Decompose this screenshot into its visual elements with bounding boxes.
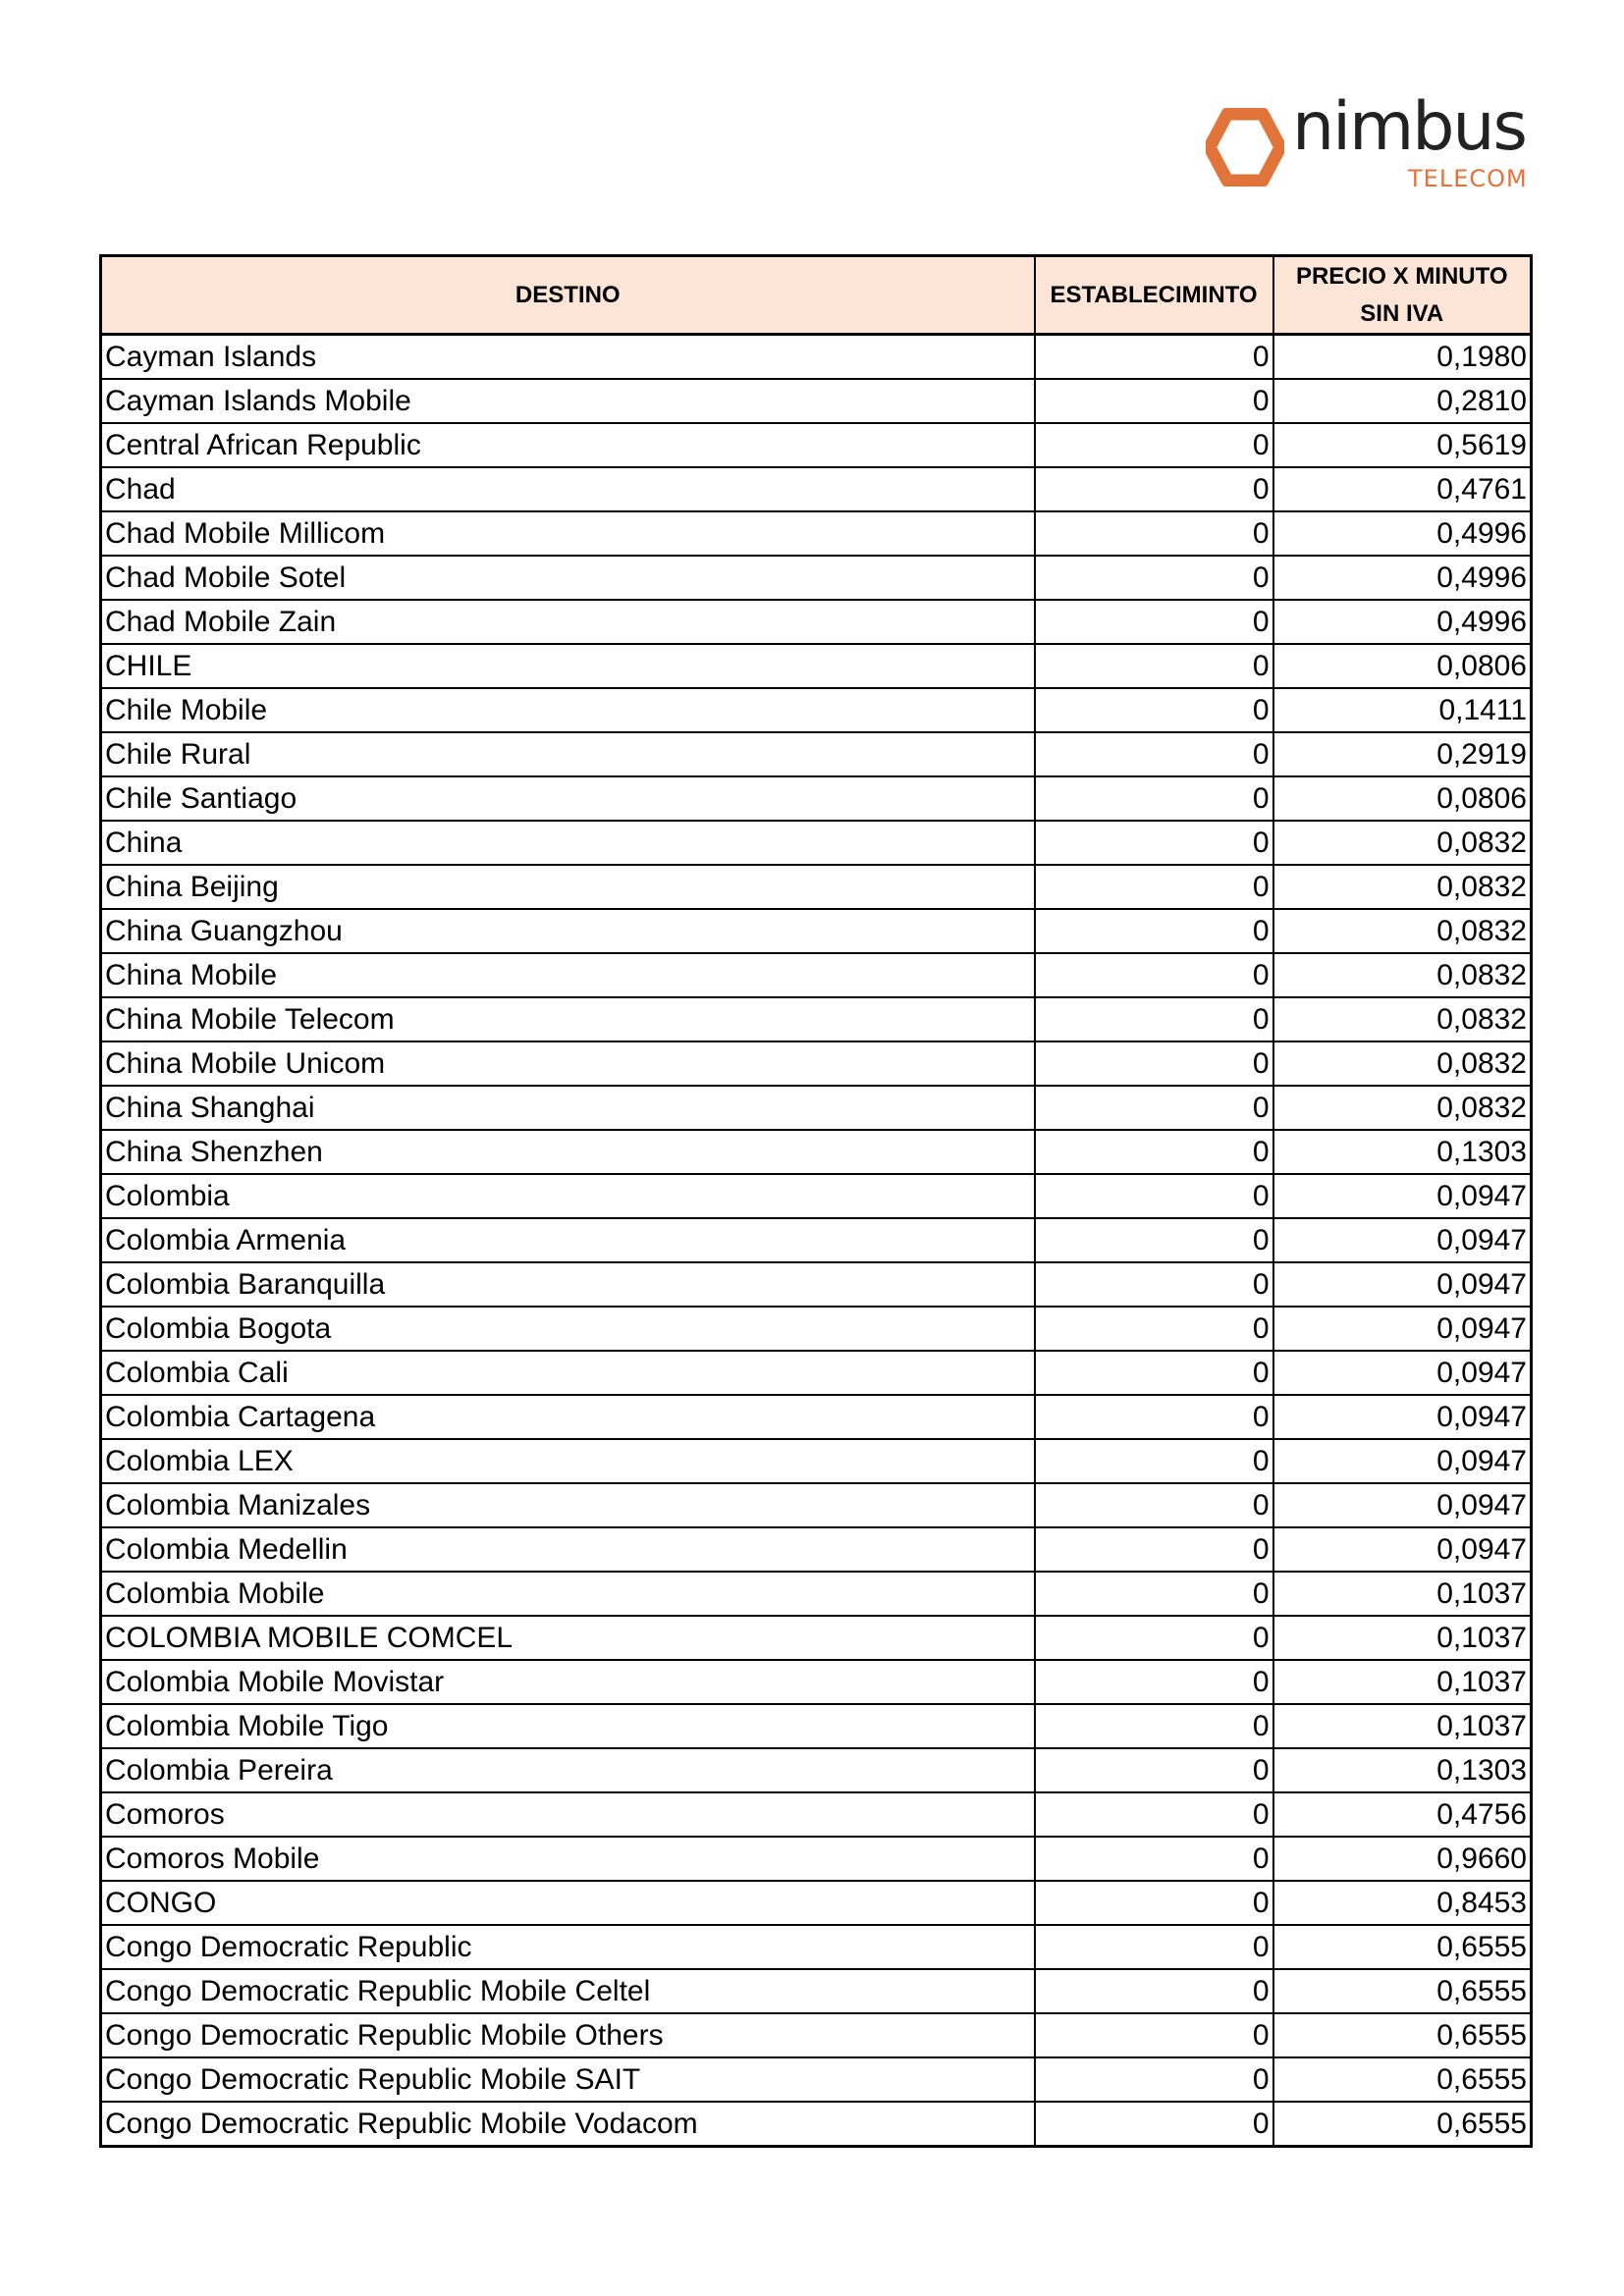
- establecimiento-cell: 0: [1035, 556, 1273, 600]
- destino-cell: China Mobile Telecom: [101, 997, 1035, 1041]
- nimbus-telecom-logo: [1206, 88, 1530, 198]
- precio-cell: 0,0947: [1273, 1218, 1532, 1262]
- rates-table: [99, 254, 1533, 2148]
- destino-cell: Chile Rural: [101, 732, 1035, 776]
- header-precio-line1: PRECIO X MINUTO: [1295, 262, 1508, 290]
- establecimiento-cell: 0: [1035, 1704, 1273, 1748]
- precio-cell: 0,0806: [1273, 776, 1532, 821]
- destino-cell: Colombia Cartagena: [101, 1395, 1035, 1439]
- establecimiento-cell: 0: [1035, 1218, 1273, 1262]
- precio-cell: 0,0832: [1273, 865, 1532, 909]
- logo-subtitle: TELECOM: [1408, 165, 1528, 192]
- table-row: [101, 511, 1532, 556]
- table-row: [101, 1351, 1532, 1395]
- precio-cell: 0,2810: [1273, 379, 1532, 423]
- establecimiento-cell: 0: [1035, 1925, 1273, 1969]
- table-row: [101, 1130, 1532, 1174]
- destino-cell: COLOMBIA MOBILE COMCEL: [101, 1616, 1035, 1660]
- precio-cell: 0,4756: [1273, 1792, 1532, 1837]
- destino-cell: Colombia Mobile: [101, 1572, 1035, 1616]
- establecimiento-cell: 0: [1035, 953, 1273, 997]
- establecimiento-cell: 0: [1035, 1572, 1273, 1616]
- establecimiento-cell: 0: [1035, 1262, 1273, 1307]
- precio-cell: 0,1980: [1273, 335, 1532, 380]
- header-destino: DESTINO: [101, 256, 1035, 335]
- table-row: [101, 732, 1532, 776]
- precio-cell: 0,0832: [1273, 1041, 1532, 1086]
- table-row: [101, 2013, 1532, 2057]
- precio-cell: 0,4996: [1273, 511, 1532, 556]
- table-row: [101, 997, 1532, 1041]
- establecimiento-cell: 0: [1035, 1969, 1273, 2013]
- logo-wordmark: nimbus: [1292, 88, 1526, 166]
- rates-table-body: [101, 335, 1532, 2147]
- establecimiento-cell: 0: [1035, 688, 1273, 732]
- table-row: [101, 1792, 1532, 1837]
- precio-cell: 0,6555: [1273, 2013, 1532, 2057]
- destino-cell: Chad Mobile Millicom: [101, 511, 1035, 556]
- table-row: [101, 1572, 1532, 1616]
- destino-cell: Congo Democratic Republic Mobile SAIT: [101, 2057, 1035, 2102]
- table-row: [101, 865, 1532, 909]
- table-row: [101, 1616, 1532, 1660]
- table-row: [101, 1307, 1532, 1351]
- table-row: [101, 1837, 1532, 1881]
- destino-cell: Comoros Mobile: [101, 1837, 1035, 1881]
- table-row: [101, 423, 1532, 467]
- table-row: [101, 335, 1532, 380]
- precio-cell: 0,1037: [1273, 1616, 1532, 1660]
- establecimiento-cell: 0: [1035, 1527, 1273, 1572]
- establecimiento-cell: 0: [1035, 1748, 1273, 1792]
- precio-cell: 0,2919: [1273, 732, 1532, 776]
- precio-cell: 0,4761: [1273, 467, 1532, 511]
- precio-cell: 0,0947: [1273, 1174, 1532, 1218]
- table-row: [101, 1748, 1532, 1792]
- precio-cell: 0,6555: [1273, 2102, 1532, 2147]
- precio-cell: 0,0947: [1273, 1527, 1532, 1572]
- precio-cell: 0,5619: [1273, 423, 1532, 467]
- table-row: [101, 1483, 1532, 1527]
- establecimiento-cell: 0: [1035, 1174, 1273, 1218]
- precio-cell: 0,1411: [1273, 688, 1532, 732]
- table-row: [101, 1262, 1532, 1307]
- establecimiento-cell: 0: [1035, 1041, 1273, 1086]
- destino-cell: Colombia Medellin: [101, 1527, 1035, 1572]
- table-row: [101, 1881, 1532, 1925]
- establecimiento-cell: 0: [1035, 1395, 1273, 1439]
- precio-cell: 0,1303: [1273, 1748, 1532, 1792]
- precio-cell: 0,1037: [1273, 1572, 1532, 1616]
- table-row: [101, 688, 1532, 732]
- precio-cell: 0,0806: [1273, 644, 1532, 688]
- destino-cell: Colombia Mobile Tigo: [101, 1704, 1035, 1748]
- destino-cell: Congo Democratic Republic Mobile Celtel: [101, 1969, 1035, 2013]
- header-precio: [1273, 256, 1532, 335]
- establecimiento-cell: 0: [1035, 2013, 1273, 2057]
- destino-cell: China Shanghai: [101, 1086, 1035, 1130]
- precio-cell: 0,0832: [1273, 1086, 1532, 1130]
- table-row: [101, 776, 1532, 821]
- precio-cell: 0,0832: [1273, 909, 1532, 953]
- precio-cell: 0,0947: [1273, 1395, 1532, 1439]
- table-row: [101, 600, 1532, 644]
- destino-cell: Congo Democratic Republic: [101, 1925, 1035, 1969]
- destino-cell: Congo Democratic Republic Mobile Vodacom: [101, 2102, 1035, 2147]
- establecimiento-cell: 0: [1035, 2102, 1273, 2147]
- destino-cell: China Beijing: [101, 865, 1035, 909]
- destino-cell: Colombia Baranquilla: [101, 1262, 1035, 1307]
- precio-cell: 0,0832: [1273, 953, 1532, 997]
- destino-cell: Central African Republic: [101, 423, 1035, 467]
- destino-cell: Chad Mobile Zain: [101, 600, 1035, 644]
- precio-cell: 0,1037: [1273, 1704, 1532, 1748]
- table-row: [101, 467, 1532, 511]
- precio-cell: 0,0832: [1273, 821, 1532, 865]
- precio-cell: 0,0947: [1273, 1483, 1532, 1527]
- precio-cell: 0,4996: [1273, 600, 1532, 644]
- precio-cell: 0,0947: [1273, 1307, 1532, 1351]
- table-row: [101, 1218, 1532, 1262]
- destino-cell: Cayman Islands: [101, 335, 1035, 380]
- table-row: [101, 1395, 1532, 1439]
- table-row: [101, 2057, 1532, 2102]
- precio-cell: 0,0832: [1273, 997, 1532, 1041]
- establecimiento-cell: 0: [1035, 1792, 1273, 1837]
- table-row: [101, 953, 1532, 997]
- table-row: [101, 1086, 1532, 1130]
- establecimiento-cell: 0: [1035, 997, 1273, 1041]
- destino-cell: Colombia Pereira: [101, 1748, 1035, 1792]
- precio-cell: 0,9660: [1273, 1837, 1532, 1881]
- table-row: [101, 821, 1532, 865]
- establecimiento-cell: 0: [1035, 732, 1273, 776]
- establecimiento-cell: 0: [1035, 644, 1273, 688]
- table-row: [101, 1439, 1532, 1483]
- establecimiento-cell: 0: [1035, 1307, 1273, 1351]
- table-row: [101, 1660, 1532, 1704]
- table-row: [101, 2102, 1532, 2147]
- establecimiento-cell: 0: [1035, 1837, 1273, 1881]
- establecimiento-cell: 0: [1035, 379, 1273, 423]
- destino-cell: China Mobile: [101, 953, 1035, 997]
- precio-cell: 0,8453: [1273, 1881, 1532, 1925]
- table-row: [101, 1969, 1532, 2013]
- establecimiento-cell: 0: [1035, 1881, 1273, 1925]
- table-row: [101, 1925, 1532, 1969]
- precio-cell: 0,1303: [1273, 1130, 1532, 1174]
- table-row: [101, 1704, 1532, 1748]
- destino-cell: Colombia: [101, 1174, 1035, 1218]
- destino-cell: Chile Santiago: [101, 776, 1035, 821]
- establecimiento-cell: 0: [1035, 467, 1273, 511]
- establecimiento-cell: 0: [1035, 335, 1273, 380]
- precio-cell: 0,0947: [1273, 1262, 1532, 1307]
- destino-cell: Comoros: [101, 1792, 1035, 1837]
- table-row: [101, 379, 1532, 423]
- hexagon-logo-icon: [1206, 108, 1284, 187]
- rates-table-header: [101, 256, 1532, 335]
- destino-cell: Colombia Armenia: [101, 1218, 1035, 1262]
- destino-cell: China Shenzhen: [101, 1130, 1035, 1174]
- establecimiento-cell: 0: [1035, 1086, 1273, 1130]
- destino-cell: Chile Mobile: [101, 688, 1035, 732]
- establecimiento-cell: 0: [1035, 2057, 1273, 2102]
- establecimiento-cell: 0: [1035, 600, 1273, 644]
- header-precio-line2: SIN IVA: [1360, 299, 1444, 327]
- destino-cell: Colombia Manizales: [101, 1483, 1035, 1527]
- table-row: [101, 644, 1532, 688]
- precio-cell: 0,6555: [1273, 1969, 1532, 2013]
- establecimiento-cell: 0: [1035, 1351, 1273, 1395]
- destino-cell: Chad: [101, 467, 1035, 511]
- table-row: [101, 556, 1532, 600]
- destino-cell: CONGO: [101, 1881, 1035, 1925]
- table-row: [101, 1527, 1532, 1572]
- establecimiento-cell: 0: [1035, 821, 1273, 865]
- destino-cell: China Mobile Unicom: [101, 1041, 1035, 1086]
- establecimiento-cell: 0: [1035, 1660, 1273, 1704]
- precio-cell: 0,4996: [1273, 556, 1532, 600]
- establecimiento-cell: 0: [1035, 865, 1273, 909]
- destino-cell: CHILE: [101, 644, 1035, 688]
- establecimiento-cell: 0: [1035, 511, 1273, 556]
- establecimiento-cell: 0: [1035, 1483, 1273, 1527]
- header-row: [101, 256, 1532, 335]
- destino-cell: Colombia Bogota: [101, 1307, 1035, 1351]
- table-row: [101, 1174, 1532, 1218]
- precio-cell: 0,6555: [1273, 2057, 1532, 2102]
- precio-cell: 0,0947: [1273, 1351, 1532, 1395]
- establecimiento-cell: 0: [1035, 1616, 1273, 1660]
- establecimiento-cell: 0: [1035, 1130, 1273, 1174]
- destino-cell: Colombia Mobile Movistar: [101, 1660, 1035, 1704]
- establecimiento-cell: 0: [1035, 776, 1273, 821]
- table-row: [101, 909, 1532, 953]
- destino-cell: Colombia Cali: [101, 1351, 1035, 1395]
- establecimiento-cell: 0: [1035, 1439, 1273, 1483]
- destino-cell: Cayman Islands Mobile: [101, 379, 1035, 423]
- precio-cell: 0,1037: [1273, 1660, 1532, 1704]
- destino-cell: Colombia LEX: [101, 1439, 1035, 1483]
- header-establecimiento: ESTABLECIMINTO: [1035, 256, 1273, 335]
- destino-cell: China: [101, 821, 1035, 865]
- table-row: [101, 1041, 1532, 1086]
- precio-cell: 0,0947: [1273, 1439, 1532, 1483]
- establecimiento-cell: 0: [1035, 423, 1273, 467]
- destino-cell: Congo Democratic Republic Mobile Others: [101, 2013, 1035, 2057]
- destino-cell: Chad Mobile Sotel: [101, 556, 1035, 600]
- establecimiento-cell: 0: [1035, 909, 1273, 953]
- destino-cell: China Guangzhou: [101, 909, 1035, 953]
- precio-cell: 0,6555: [1273, 1925, 1532, 1969]
